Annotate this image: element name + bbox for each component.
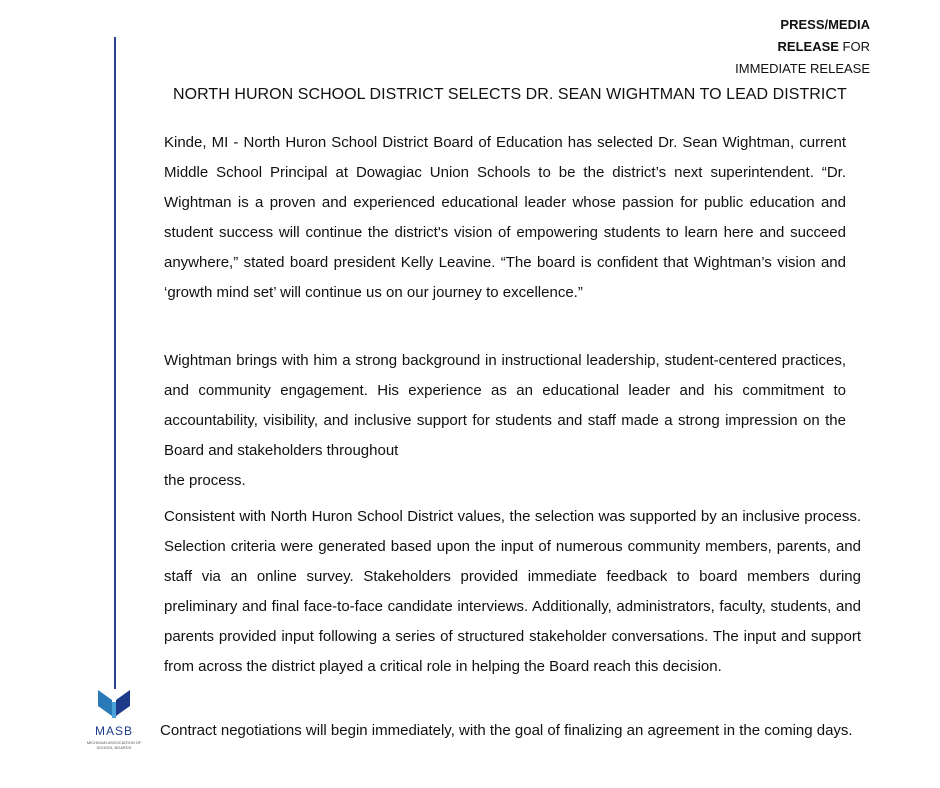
masb-logo-subtitle: MICHIGAN ASSOCIATION OF SCHOOL BOARDS [86,740,142,750]
press-media-label: PRESS/MEDIA [780,17,870,32]
left-vertical-rule [114,37,116,689]
release-label: RELEASE [777,39,839,54]
paragraph-background-tail: the process. [164,472,246,489]
press-release-header [735,14,870,80]
release-title: NORTH HURON SCHOOL DISTRICT SELECTS DR. SEAN WIGHTMAN TO LEAD DISTRICT [173,86,847,103]
paragraph-contract: Contract negotiations will begin immediately, with the goal of finalizing an agreement in the coming days. [160,722,853,739]
paragraph-selection-process: Consistent with North Huron School District values, the selection was supported by an inclusive process. Selection criteria were generated based upon the input of numerous community members, parents, and staff via an online survey. Stakeholders provided immediate feedback to board members during preliminary and final face-to-face candidate interviews. Additionally, administrators, faculty, students, and parents provided input following a series of structured stakeholder conversations. The input and support from across the district played a critical role in helping the Board reach this decision. [164,508,861,675]
paragraph-announcement: Kinde, MI - North Huron School District Board of Education has selected Dr. Sean Wightman, current Middle School Principal at Dowagiac Union Schools to be the district’s next superintendent. “Dr. Wightman is a proven and experienced educational leader whose passion for public education and student success will continue the district's vision of empowering students to learn here and succeed anywhere,” stated board president Kelly Leavine. “The board is confident that Wightman’s vision and ‘growth mind set’ will continue us on our journey to excellence.” [164,134,846,301]
paragraph-background: Wightman brings with him a strong background in instructional leadership, student-centered practices, and community engagement. His experience as an educational leader and his commitment to accountability, visibility, and inclusive support for students and staff made a strong impression on the Board and stakeholders throughout [164,352,846,459]
for-label: FOR [838,39,870,54]
masb-logo-text: MASB [94,724,133,738]
immediate-release-label: IMMEDIATE RELEASE [735,61,870,76]
